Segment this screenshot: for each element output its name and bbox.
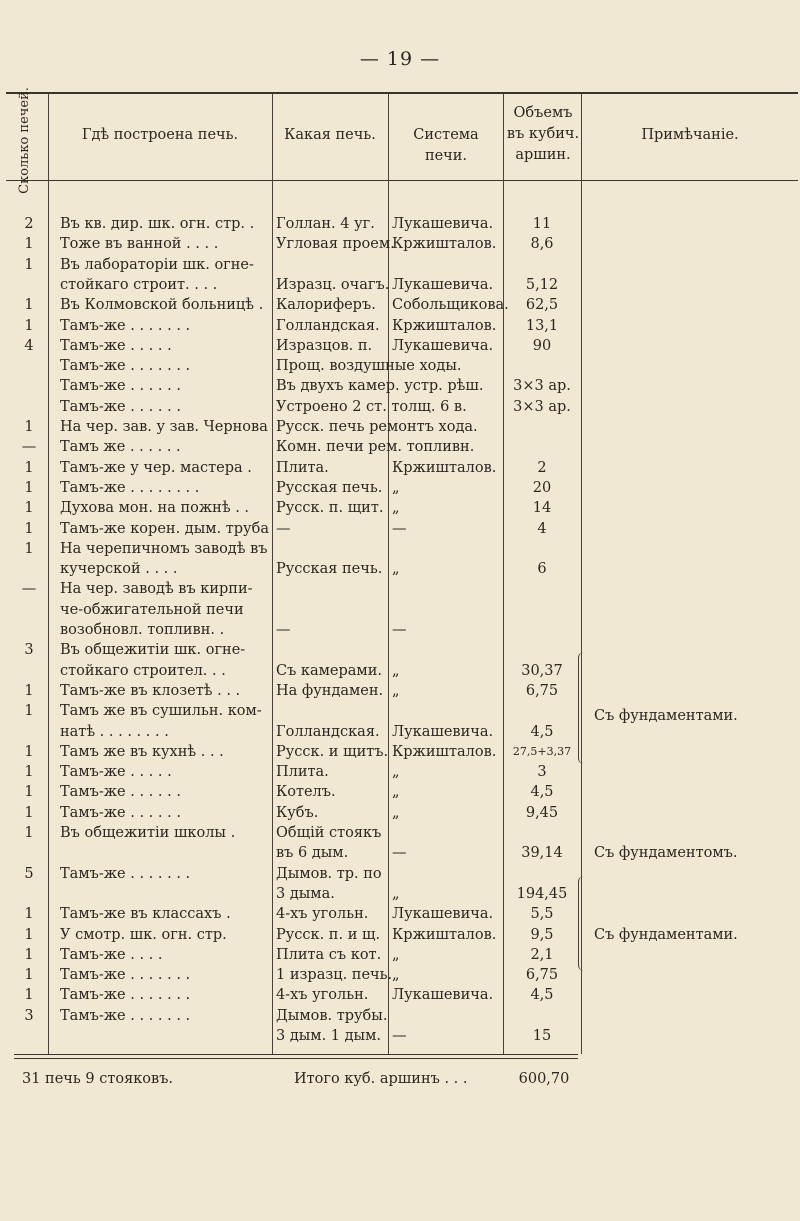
row-kind-system: Устроено 2 ст. толщ. 6 в. (276, 398, 467, 415)
row-note: Съ фундаментами. (594, 926, 738, 943)
row-count: 1 (24, 703, 34, 720)
row-volume: 9,45 (525, 804, 559, 821)
row-system: „ (392, 764, 400, 781)
row-kind: Дымов. трубы. (276, 1007, 388, 1024)
row-kind: Русск. п. и щ. (276, 926, 381, 943)
row-kind-system: Въ двухъ камер. устр. рѣш. (276, 378, 484, 395)
row-count: 3 (24, 1007, 34, 1024)
row-volume: 13,1 (525, 317, 559, 334)
row-kind: Русская печь. (276, 479, 383, 496)
row-kind: Плита. (276, 764, 329, 781)
row-kind: 4-хъ угольн. (276, 987, 369, 1004)
table-row (0, 558, 800, 580)
row-kind: Русск. п. щит. (276, 500, 384, 517)
table-row (0, 802, 800, 824)
table-row (0, 436, 800, 458)
row-volume: 27,5+3,37 (512, 744, 572, 758)
row-kind: въ 6 дым. (276, 845, 349, 862)
row-place: Въ общежитіи шк. огне- (60, 642, 246, 659)
row-kind-system: Комн. печи рем. топливн. (276, 439, 475, 456)
row-system: Кржишталов. (392, 459, 497, 476)
row-count: 1 (24, 256, 34, 273)
row-system: Лукашевича. (392, 337, 494, 354)
row-volume: 4 (537, 520, 547, 537)
table-row (0, 416, 800, 438)
row-kind: — (276, 520, 291, 537)
row-volume: 2,1 (530, 946, 554, 963)
table-row (0, 477, 800, 499)
row-place: Тамъ-же въ классахъ . (60, 906, 231, 923)
table-row (0, 497, 800, 519)
table-row (0, 274, 800, 296)
table-row (0, 842, 800, 864)
table-row (0, 1025, 800, 1047)
row-system: „ (392, 682, 400, 699)
row-place: Въ лабораторіи шк. огне- (60, 256, 254, 273)
row-kind: Угловая проем. (276, 236, 395, 253)
row-count: 1 (24, 926, 34, 943)
footer-total-label: Итого куб. аршинъ . . . (294, 1071, 468, 1087)
row-kind: Дымов. тр. по (276, 865, 382, 882)
row-count: — (21, 581, 37, 598)
row-volume: 4,5 (530, 987, 554, 1004)
row-place: Тамъ же . . . . . . (60, 439, 181, 456)
row-kind: 3 дыма. (276, 885, 335, 902)
row-count: 1 (24, 967, 34, 984)
table-row (0, 578, 800, 600)
row-volume: 15 (532, 1028, 552, 1044)
row-kind: Плита съ кот. (276, 946, 382, 963)
row-volume: 5,5 (530, 906, 554, 923)
row-system: Собольщикова. (392, 297, 509, 314)
row-count: 5 (24, 865, 34, 882)
row-volume: 14 (532, 500, 552, 517)
row-place: Тамъ-же . . . . . (60, 337, 172, 354)
row-kind: Калориферъ. (276, 297, 376, 314)
footer-total-value: 600,70 (518, 1071, 570, 1087)
row-volume: 4,5 (530, 723, 554, 740)
row-kind: Съ камерами. (276, 662, 382, 679)
brace-note-1: Съ фундаментами. (594, 708, 738, 724)
row-volume: 5,12 (525, 276, 559, 293)
table-row (0, 213, 800, 235)
table-row (0, 639, 800, 661)
row-place: На чер. зав. у зав. Чернова (60, 419, 268, 435)
row-count: 1 (24, 987, 34, 1004)
row-count: 1 (24, 479, 34, 496)
row-place: возобновл. топливн. . (60, 622, 225, 638)
row-place: стойкаго строит. . . . (60, 276, 218, 293)
row-volume: 4,5 (530, 784, 554, 801)
row-volume: 20 (532, 479, 552, 496)
table-row (0, 964, 800, 986)
row-count: 1 (24, 946, 34, 963)
table-row (0, 355, 800, 377)
table-row (0, 680, 800, 702)
table-row (0, 619, 800, 641)
row-volume: 6,75 (525, 967, 559, 984)
row-volume: 90 (532, 337, 552, 354)
row-count: 1 (24, 419, 34, 435)
row-system: Кржишталов. (392, 743, 497, 760)
row-volume: 9,5 (530, 926, 554, 943)
row-kind: На фундамен. (276, 682, 384, 699)
row-place: Тамъ-же . . . . . . . (60, 987, 191, 1004)
row-system: Кржишталов. (392, 317, 497, 334)
row-count: 1 (24, 764, 34, 781)
table-row (0, 984, 800, 1006)
row-place: Въ общежитіи школы . (60, 825, 236, 841)
table-row (0, 457, 800, 479)
row-place: Тамъ-же . . . . . . (60, 378, 181, 395)
row-system: Лукашевича. (392, 723, 494, 740)
table-row (0, 761, 800, 783)
table-row (0, 1005, 800, 1027)
row-kind-system: Прощ. воздушные ходы. (276, 358, 462, 375)
header-count: Сколько печей. (16, 86, 32, 194)
row-kind: Изразцов. п. (276, 337, 373, 354)
row-kind: Русск. и щитъ. (276, 743, 389, 760)
row-place: Духова мон. на пожнѣ . . (60, 500, 250, 517)
row-count: 1 (24, 459, 34, 476)
table-row (0, 883, 800, 905)
row-count: — (21, 439, 37, 456)
row-system: „ (392, 967, 400, 984)
row-place: че-обжигательной печи (60, 601, 244, 618)
row-place: Тоже въ ванной . . . . (60, 236, 219, 253)
row-count: 1 (24, 297, 34, 314)
row-kind: 4-хъ угольн. (276, 906, 369, 923)
row-place: Тамъ-же . . . . . . . (60, 317, 191, 334)
row-volume: 3 (537, 764, 547, 781)
row-count: 1 (24, 317, 34, 334)
row-place: Въ Колмовской больницѣ . (60, 297, 264, 314)
table-row (0, 863, 800, 885)
row-place: Тамъ-же . . . . (60, 946, 163, 963)
table-row (0, 822, 800, 844)
row-count: 1 (24, 540, 34, 557)
header-note: Примѣчаніе. (641, 127, 739, 143)
row-place: Тамъ-же . . . . . . (60, 398, 181, 415)
row-count: 1 (24, 804, 34, 821)
row-count: 1 (24, 784, 34, 801)
row-system: „ (392, 804, 400, 821)
row-system: „ (392, 561, 400, 578)
row-count: 1 (24, 682, 34, 699)
row-volume: 8,6 (530, 236, 554, 253)
table-row (0, 396, 800, 418)
row-place: Тамъ-же корен. дым. труба (60, 520, 269, 537)
table-row (0, 315, 800, 337)
row-system: Лукашевича. (392, 216, 494, 232)
row-system: „ (392, 885, 400, 902)
row-kind: 3 дым. 1 дым. (276, 1028, 381, 1044)
table-row (0, 924, 800, 946)
row-volume: 6 (537, 561, 547, 578)
row-count: 2 (24, 216, 34, 232)
header-volume: Объемъ въ кубич. аршин. (506, 105, 580, 163)
table-row (0, 741, 800, 763)
row-system: Лукашевича. (392, 987, 494, 1004)
row-system: — (392, 845, 407, 862)
row-kind: Кубъ. (276, 804, 319, 821)
row-place: кучерской . . . . (60, 561, 178, 578)
row-place: Тамъ же въ сушильн. ком- (60, 703, 262, 720)
row-count: 1 (24, 743, 34, 760)
row-system: — (392, 622, 407, 638)
header-place: Гдѣ построена печь. (81, 127, 239, 143)
bottom-rule-2 (14, 1058, 578, 1059)
row-count: 1 (24, 825, 34, 841)
row-place: Тамъ-же въ клозетѣ . . . (60, 682, 241, 699)
row-kind: Изразц. очагъ. (276, 276, 390, 293)
row-kind: Общій стоякъ (276, 825, 382, 841)
header-system: Система печи. (413, 127, 479, 164)
row-place: Тамъ-же . . . . . . . (60, 1007, 191, 1024)
table-row (0, 375, 800, 397)
row-volume: 194,45 (516, 885, 568, 902)
row-volume: 3×3 ар. (513, 378, 571, 395)
row-kind-system: Русск. печь ремонтъ хода. (276, 419, 478, 435)
note-brace-2 (578, 876, 589, 971)
row-volume: 2 (537, 459, 547, 476)
row-kind: Голландская. (276, 317, 380, 334)
row-kind: — (276, 622, 291, 638)
footer-total-count: 31 печь 9 стояковъ. (22, 1071, 174, 1087)
table-row (0, 335, 800, 357)
row-kind: Плита. (276, 459, 329, 476)
row-system: Кржишталов. (392, 236, 497, 253)
row-volume: 62,5 (525, 297, 559, 314)
table-row (0, 903, 800, 925)
row-system: „ (392, 479, 400, 496)
table-row (0, 944, 800, 966)
bottom-rule-1 (14, 1054, 578, 1055)
table-row (0, 660, 800, 682)
brace-note-row (0, 705, 800, 727)
header-kind: Какая печь. (284, 127, 376, 143)
row-kind: Котелъ. (276, 784, 336, 801)
row-place: Тамъ-же . . . . . . (60, 784, 181, 801)
row-place: Тамъ же въ кухнѣ . . . (60, 743, 224, 760)
table-row (0, 599, 800, 621)
row-system: „ (392, 784, 400, 801)
page-number: — 19 — (359, 48, 441, 70)
row-place: Тамъ-же . . . . . . (60, 804, 181, 821)
row-count: 4 (24, 337, 34, 354)
row-system: Лукашевича. (392, 276, 494, 293)
row-note: Съ фундаментомъ. (594, 845, 738, 862)
row-place: Тамъ-же . . . . . (60, 764, 172, 781)
row-place: Тамъ-же . . . . . . . (60, 358, 191, 375)
row-count: 1 (24, 236, 34, 253)
row-count: 3 (24, 642, 34, 659)
row-volume: 39,14 (521, 845, 563, 862)
row-volume: 3×3 ар. (513, 398, 571, 415)
row-place: натѣ . . . . . . . . (60, 723, 169, 740)
row-system: „ (392, 662, 400, 679)
row-place: У смотр. шк. огн. стр. (60, 926, 227, 943)
row-count: 1 (24, 520, 34, 537)
row-place: Тамъ-же . . . . . . . (60, 967, 191, 984)
row-system: — (392, 1028, 407, 1044)
row-volume: 11 (532, 216, 552, 232)
row-place: На черепичномъ заводѣ въ (60, 540, 268, 557)
row-system: „ (392, 946, 400, 963)
row-kind: 1 изразц. печь. (276, 967, 393, 984)
table-row (0, 254, 800, 276)
row-system: Кржишталов. (392, 926, 497, 943)
row-place: Тамъ-же . . . . . . . (60, 865, 191, 882)
row-kind: Голлан. 4 уг. (276, 216, 375, 232)
row-system: — (392, 520, 407, 537)
table-row (0, 233, 800, 255)
table-row (0, 518, 800, 540)
row-place: Тамъ-же у чер. мастера . (60, 459, 252, 476)
top-rule (6, 92, 798, 94)
header-bottom-rule (6, 180, 798, 181)
row-system: „ (392, 500, 400, 517)
row-system: Лукашевича. (392, 906, 494, 923)
row-volume: 30,37 (521, 662, 563, 679)
row-place: Тамъ-же . . . . . . . . (60, 479, 200, 496)
row-place: стойкаго строител. . . (60, 662, 226, 679)
row-place: Въ кв. дир. шк. огн. стр. . (60, 216, 255, 232)
row-place: На чер. заводѣ въ кирпи- (60, 581, 253, 598)
row-count: 1 (24, 500, 34, 517)
row-count: 1 (24, 906, 34, 923)
row-volume: 6,75 (525, 682, 559, 699)
row-kind: Голландская. (276, 723, 380, 740)
table-row (0, 781, 800, 803)
row-kind: Русская печь. (276, 561, 383, 578)
table-row (0, 538, 800, 560)
table-row (0, 294, 800, 316)
